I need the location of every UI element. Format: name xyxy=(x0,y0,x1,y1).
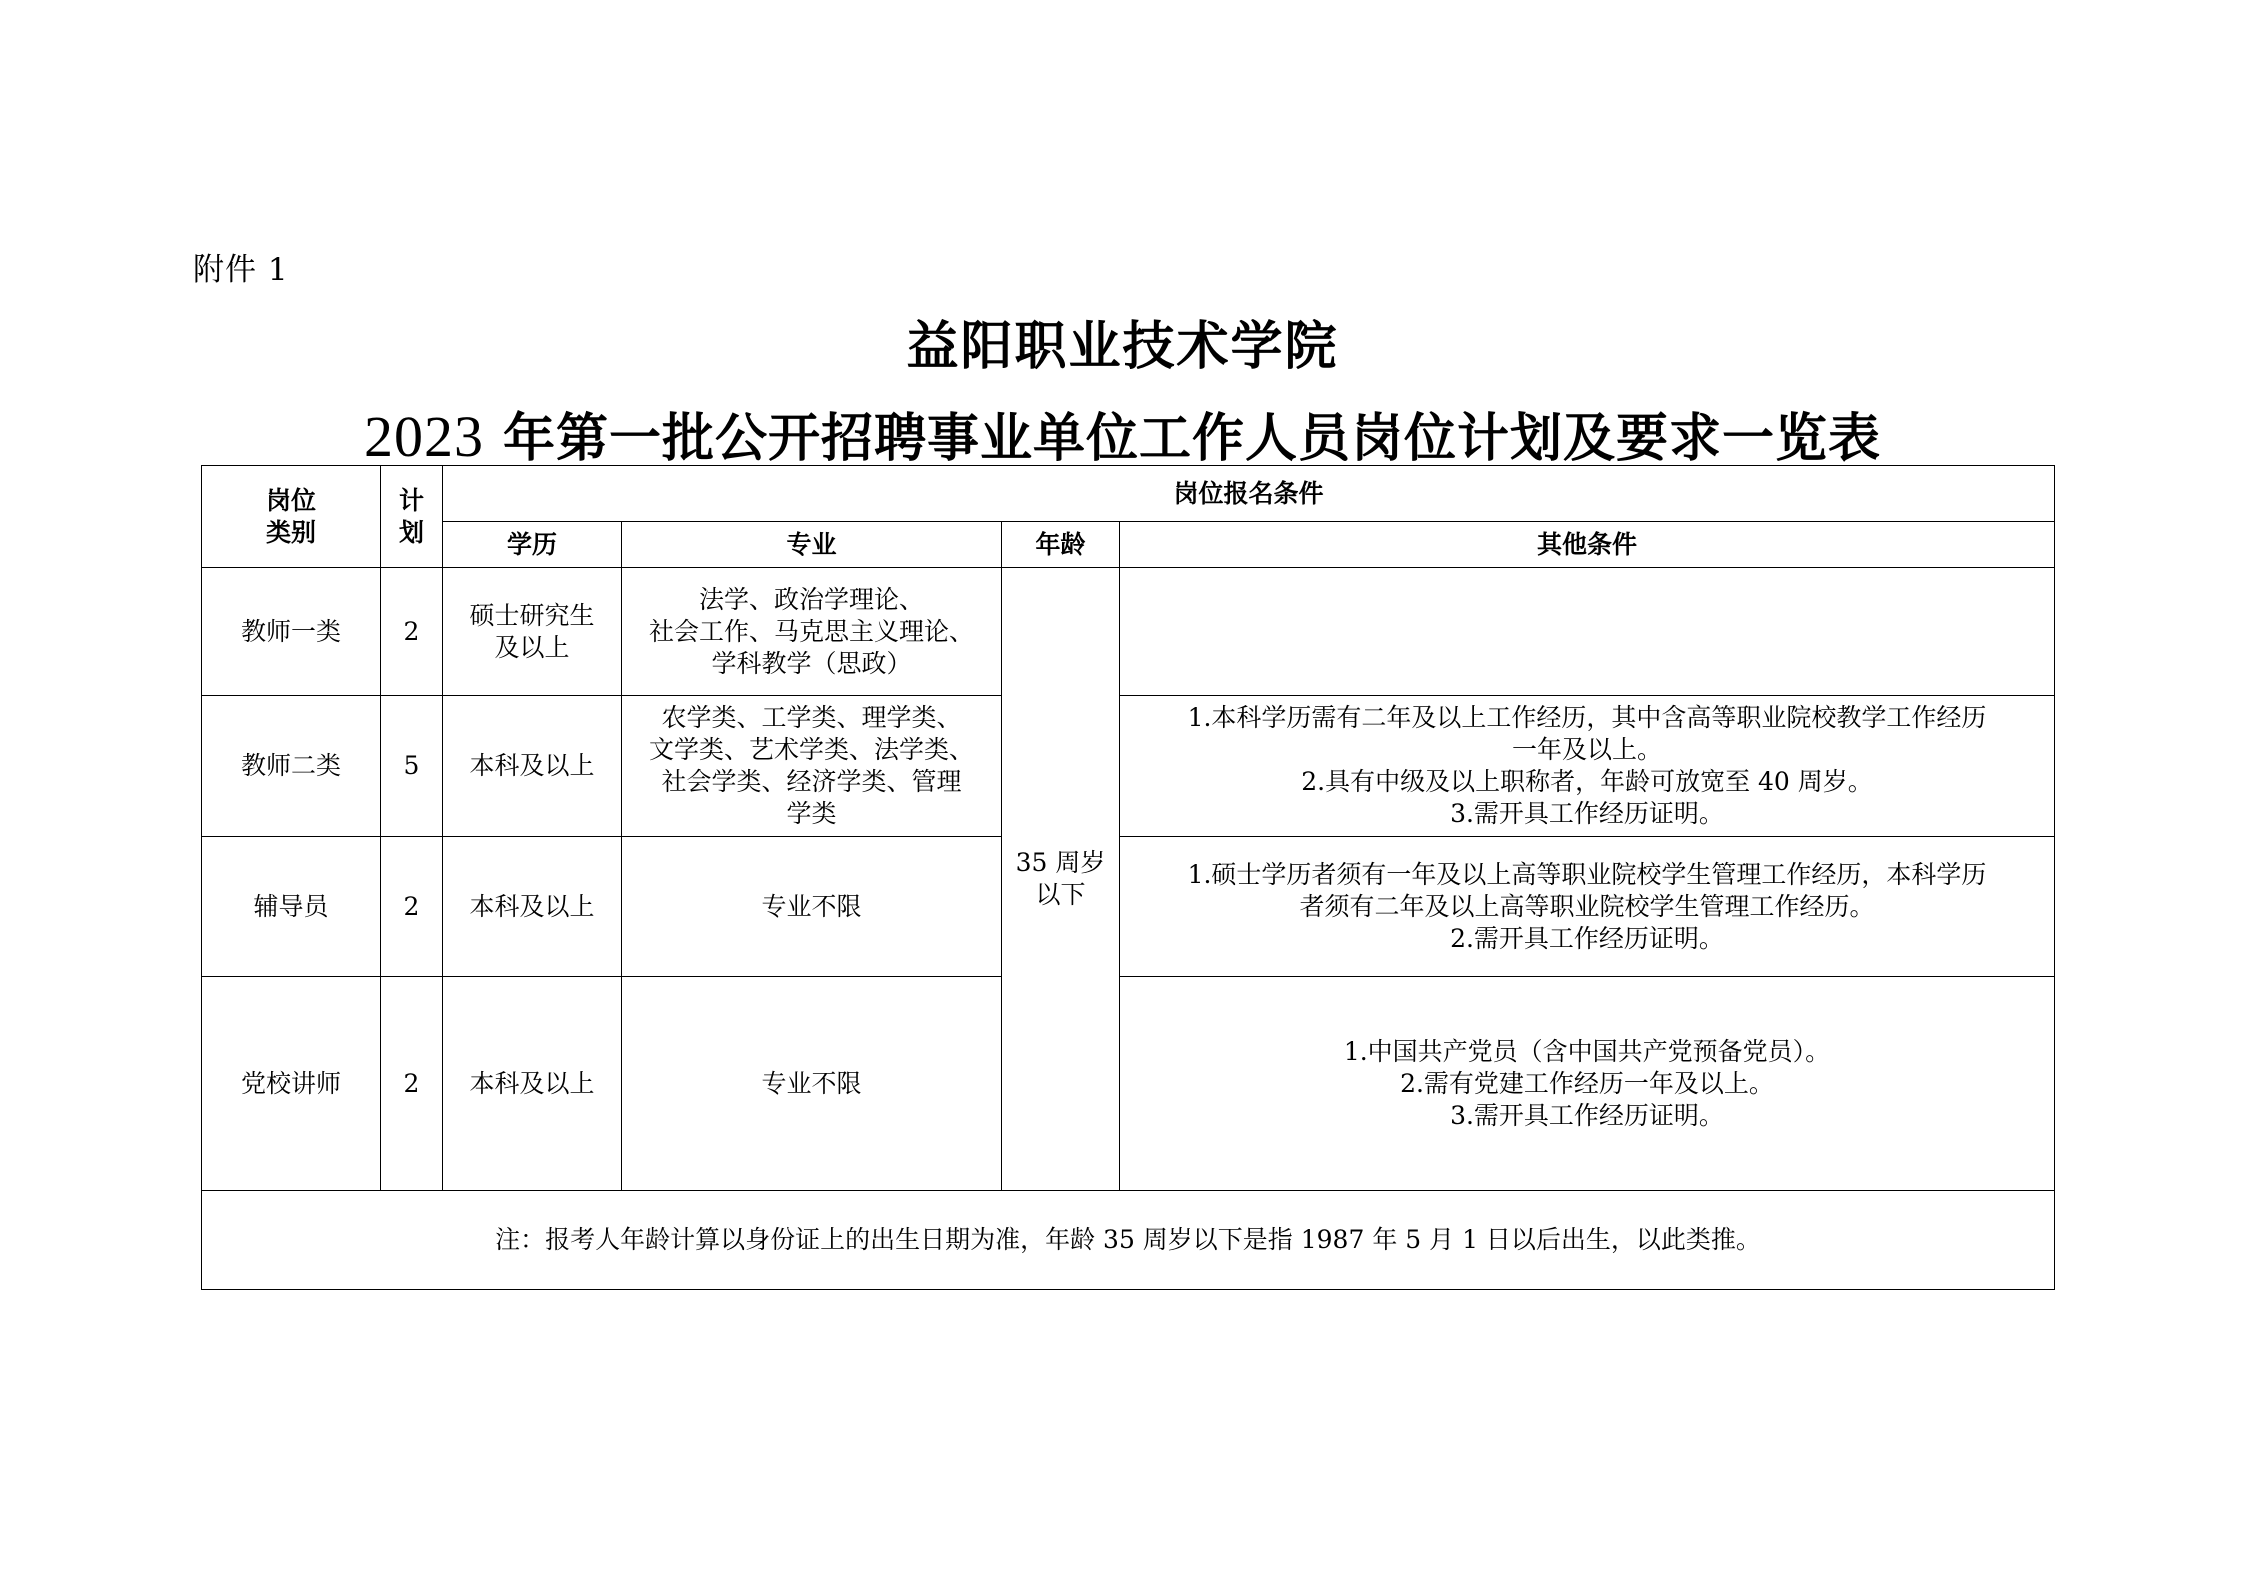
cell-education: 硕士研究生 及以上 xyxy=(443,568,622,696)
header-major: 专业 xyxy=(622,522,1002,568)
cell-major: 专业不限 xyxy=(622,837,1002,977)
cell-category: 辅导员 xyxy=(202,837,381,977)
cell-other: 1.硕士学历者须有一年及以上高等职业院校学生管理工作经历，本科学历 者须有二年及以上高等职业院校学生管理工作经历。 2.需开具工作经历证明。 xyxy=(1120,837,2055,977)
positions-table xyxy=(201,465,2055,1290)
cell-plan: 5 xyxy=(381,696,443,837)
cell-education: 本科及以上 xyxy=(443,977,622,1191)
header-education: 学历 xyxy=(443,522,622,568)
cell-education: 本科及以上 xyxy=(443,837,622,977)
header-age: 年龄 xyxy=(1002,522,1120,568)
cell-category: 党校讲师 xyxy=(202,977,381,1191)
subtitle-text: 年第一批公开招聘事业单位工作人员岗位计划及要求一览表 xyxy=(483,409,1882,469)
table-row xyxy=(202,977,2055,1191)
table-row xyxy=(202,696,2055,837)
cell-plan: 2 xyxy=(381,977,443,1191)
cell-other: 1.本科学历需有二年及以上工作经历，其中含高等职业院校教学工作经历 一年及以上。 2.具有中级及以上职称者，年龄可放宽至 40 周岁。 3.需开具工作经历证明。 xyxy=(1120,696,2055,837)
cell-education: 本科及以上 xyxy=(443,696,622,837)
header-other: 其他条件 xyxy=(1120,522,2055,568)
header-row-1 xyxy=(202,466,2055,522)
document-title: 益阳职业技术学院 xyxy=(906,317,1339,377)
cell-major: 法学、政治学理论、 社会工作、马克思主义理论、 学科教学（思政） xyxy=(622,568,1002,696)
cell-major: 农学类、工学类、理学类、 文学类、艺术学类、法学类、 社会学类、经济学类、管理 学类 xyxy=(622,696,1002,837)
table-row xyxy=(202,837,2055,977)
header-requirements: 岗位报名条件 xyxy=(443,466,2055,522)
header-row-2 xyxy=(202,522,2055,568)
header-plan: 计 划 xyxy=(381,466,443,568)
cell-age: 35 周岁 以下 xyxy=(1002,568,1120,1191)
cell-category: 教师一类 xyxy=(202,568,381,696)
cell-major: 专业不限 xyxy=(622,977,1002,1191)
header-category: 岗位 类别 xyxy=(202,466,381,568)
note-row xyxy=(202,1191,2055,1290)
document-subtitle xyxy=(0,396,2245,471)
cell-plan: 2 xyxy=(381,568,443,696)
cell-plan: 2 xyxy=(381,837,443,977)
cell-category: 教师二类 xyxy=(202,696,381,837)
cell-other: 1.中国共产党员（含中国共产党预备党员）。 2.需有党建工作经历一年及以上。 3.需开具工作经历证明。 xyxy=(1120,977,2055,1191)
cell-other xyxy=(1120,568,2055,696)
table-note: 注：报考人年龄计算以身份证上的出生日期为准，年龄 35 周岁以下是指 1987 年 5 月 1 日以后出生，以此类推。 xyxy=(202,1191,2055,1290)
table-row xyxy=(202,568,2055,696)
attachment-label: 附件 1 xyxy=(193,252,289,288)
subtitle-year: 2023 xyxy=(363,404,484,469)
